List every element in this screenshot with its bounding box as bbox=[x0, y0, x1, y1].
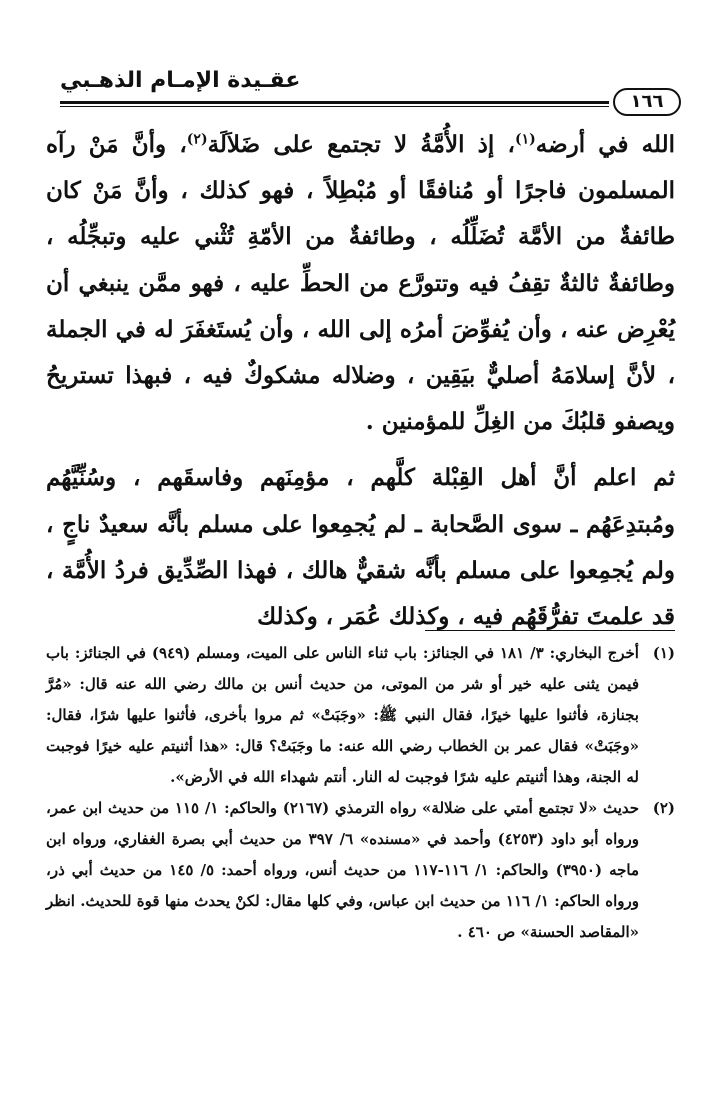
main-text bbox=[46, 122, 675, 640]
page-number: ١٦٦ bbox=[613, 88, 681, 116]
footnote-number: (٢) bbox=[652, 799, 675, 817]
paragraph-1-middle: ، إذ الأُمَّةُ لا تجتمع على ضَلاَلَة bbox=[207, 131, 515, 158]
paragraph-1-end: ، وأنَّ مَنْ رآه المسلمون فاجرًا أو مُنافقًا أو مُبْطِلاً ، فهو كذلك ، وأنَّ مَنْ كان طائفةٌ من الأمَّة تُضَلِّلُه ، وطائفةٌ من الأمّةِ تُثْني عليه وتبجِّلُه ، وطائفةٌ ثالثةٌ تقِفُ فيه وتتورَّع من الحطِّ عليه ، فهو ممَّن ينبغي أن يُعْرِض عنه ، وأن يُفوِّضَ أمرُه إلى الله ، وأن يُستَغفَرَ له في الجملة ، لأنَّ إسلامَهُ أصليٌّ بيَقِين ، وضلاله مشكوكٌ فيه ، فبهذا تستريحُ ويصفو قلبُكَ من الغِلِّ للمؤمنين . bbox=[46, 131, 675, 436]
footnote-number: (١) bbox=[652, 644, 675, 662]
footnote-text: حديث «لا تجتمع أمتي على ضلالة» رواه الترمذي (٢١٦٧) والحاكم: ١/ ١١٥ من حديث ابن عمر، ورواه أبو داود (٤٢٥٣) وأحمد في «مسنده» ٦/ ٣٩٧ من حديث أبي بصرة الغفاري، ورواه ابن ماجه (٣٩٥٠) والحاكم: ١/ ١١٦-١١٧ من حديث أنس، ورواه أحمد: ٥/ ١٤٥ من حديث أبي ذر، ورواه الحاكم: ١/ ١١٦ من حديث ابن عباس، وفي كلها مقال: لكنْ يحدث منها قوة للحديث. انظر «المقاصد الحسنة» ص ٤٦٠ . bbox=[46, 799, 640, 941]
running-title: عقـيدة الإمـام الذهـبي bbox=[60, 68, 301, 93]
footnote-separator bbox=[425, 630, 675, 631]
footnote-text: أخرج البخاري: ٣/ ١٨١ في الجنائز: باب ثناء الناس على الميت، ومسلم (٩٤٩) في الجنائز: باب فيمن يثنى عليه خير أو شر من الموتى، من حديث أنس بن مالك رضي الله عنه قال: «مُرَّ بجنازة، فأثنوا عليها خيرًا، فقال النبي ﷺ: «وجَبَتْ» ثم مروا بأخرى، فأثنوا عليها شرًا، فقال: «وجَبَتْ» فقال عمر بن الخطاب رضي الله عنه: ما وجَبَتْ؟ قال: «هذا أثنيتم عليه خيرًا فوجبت له الجنة، وهذا أثنيتم عليه شرًا فوجبت له النار. أنتم شهداء الله في الأرض». bbox=[46, 644, 639, 786]
footnote-1 bbox=[46, 638, 675, 793]
paragraph-1-start: الله في أرضه bbox=[535, 131, 676, 158]
header-rule bbox=[60, 101, 609, 104]
page-header bbox=[60, 64, 681, 112]
footnote-ref-1[interactable]: (١) bbox=[514, 131, 536, 148]
footnotes bbox=[46, 638, 675, 948]
header-rule-thin bbox=[60, 106, 609, 107]
footnote-2 bbox=[46, 793, 675, 948]
paragraph-2: ثم اعلم أنَّ أهل القِبْلة كلَّهم ، مؤمِنَهم وفاسقَهم ، وسُنِّيَّهُم ومُبتدِعَهُم ـ سوى الصَّحابة ـ لم يُجمِعوا على مسلم بأنَّه سعيدٌ ناجٍ ، ولم يُجمِعوا على مسلم بأنَّه شقيٌّ هالك ، فهذا الصِّدِّيق فردُ الأُمَّة ، قد علمتَ تفرُّقَهُم فيه ، وكذلك عُمَر ، وكذلك bbox=[46, 464, 675, 631]
footnote-ref-2[interactable]: (٢) bbox=[186, 131, 208, 148]
paragraph-1 bbox=[46, 122, 675, 445]
